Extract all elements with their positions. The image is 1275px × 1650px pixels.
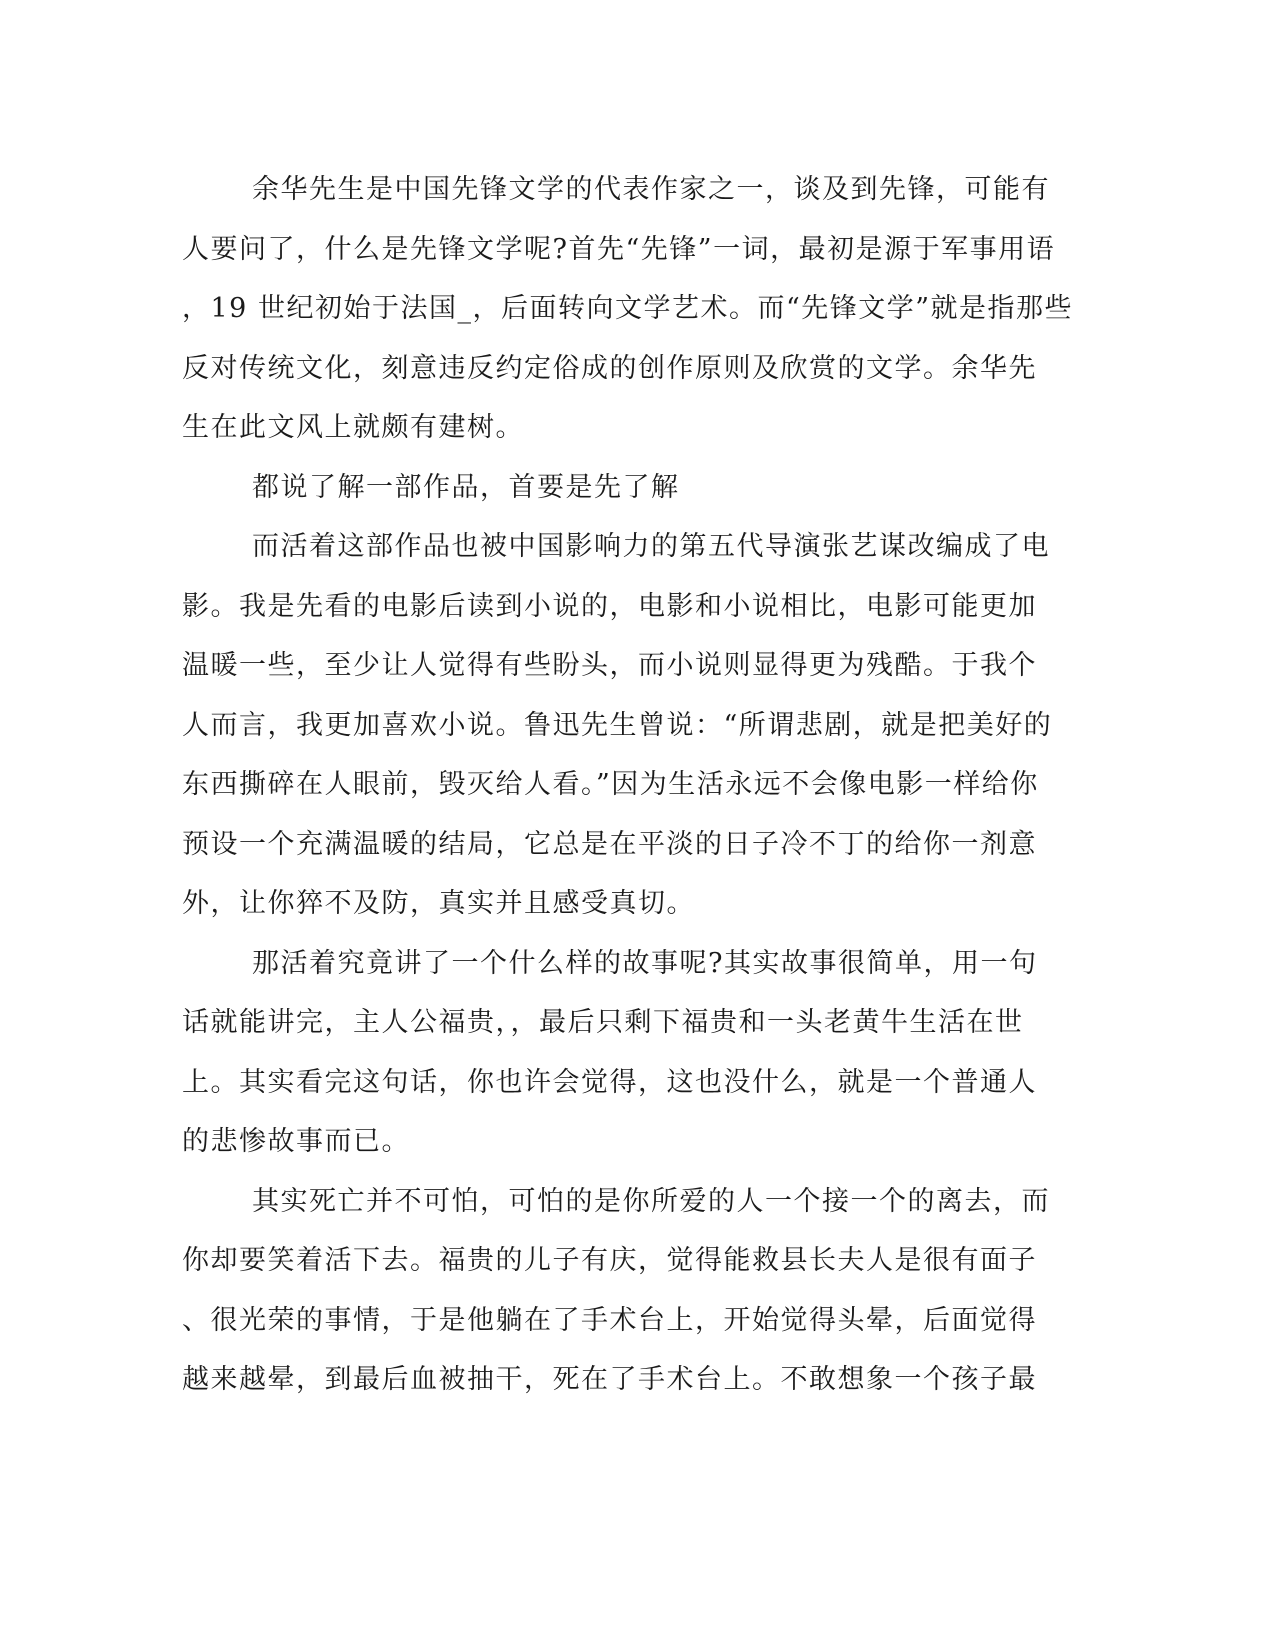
text-line: 生在此文风上就颇有建树。 [182,412,524,443]
text-line: 外，让你猝不及防，真实并且感受真切。 [182,888,695,919]
paragraph-2 [182,458,1032,518]
text-line: 而活着这部作品也被中国影响力的第五代导演张艺谋改编成了电 [252,531,1050,562]
text-line: 、很光荣的事情，于是他躺在了手术台上，开始觉得头晕，后面觉得 [182,1304,1037,1336]
paragraph-5 [182,1172,1050,1410]
text-line: 上。其实看完这句话，你也许会觉得，这也没什么，就是一个普通人 [182,1066,1037,1098]
text-line: 影。我是先看的电影后读到小说的，电影和小说相比，电影可能更加 [182,590,1037,622]
text-line: 话就能讲完，主人公福贵，，最后只剩下福贵和一头老黄牛生活在世 [182,1007,1024,1038]
text-line: 其实死亡并不可怕，可怕的是你所爱的人一个接一个的离去，而 [252,1185,1050,1217]
text-line: 温暖一些，至少让人觉得有些盼头，而小说则显得更为残酷。于我个 [182,650,1037,681]
text-line: 那活着究竟讲了一个什么样的故事呢?其实故事很简单，用一句 [252,947,1038,979]
text-line: 的悲惨故事而已。 [182,1126,410,1157]
text-line: 余华先生是中国先锋文学的代表作家之一，谈及到先锋，可能有 [252,174,1050,205]
text-line: 人要问了，什么是先锋文学呢?首先“先锋”一词，最初是源于军事用语 [182,233,1056,265]
paragraph-3 [182,517,1053,934]
text-line: 东西撕碎在人眼前，毁灭给人看。”因为生活永远不会像电影一样给你 [182,769,1039,800]
paragraph-1 [182,160,1074,458]
text-line: 都说了解一部作品，首要是先了解 [252,471,680,503]
text-line: 反对传统文化，刻意违反约定俗成的创作原则及欣赏的文学。余华先 [182,352,1037,384]
text-line: 人而言，我更加喜欢小说。鲁迅先生曾说：“所谓悲剧，就是把美好的 [182,709,1053,741]
text-line: 越来越晕，到最后血被抽干，死在了手术台上。不敢想象一个孩子最 [182,1364,1037,1395]
paragraph-4 [182,934,1038,1172]
document-body [182,160,1074,1410]
text-line: ，19 世纪初始于法国_，后面转向文学艺术。而“先锋文学”就是指那些 [182,293,1074,324]
text-line: 你却要笑着活下去。福贵的儿子有庆，觉得能救县长夫人是很有面子 [182,1245,1037,1276]
text-line: 预设一个充满温暖的结局，它总是在平淡的日子冷不丁的给你一剂意 [182,828,1037,860]
